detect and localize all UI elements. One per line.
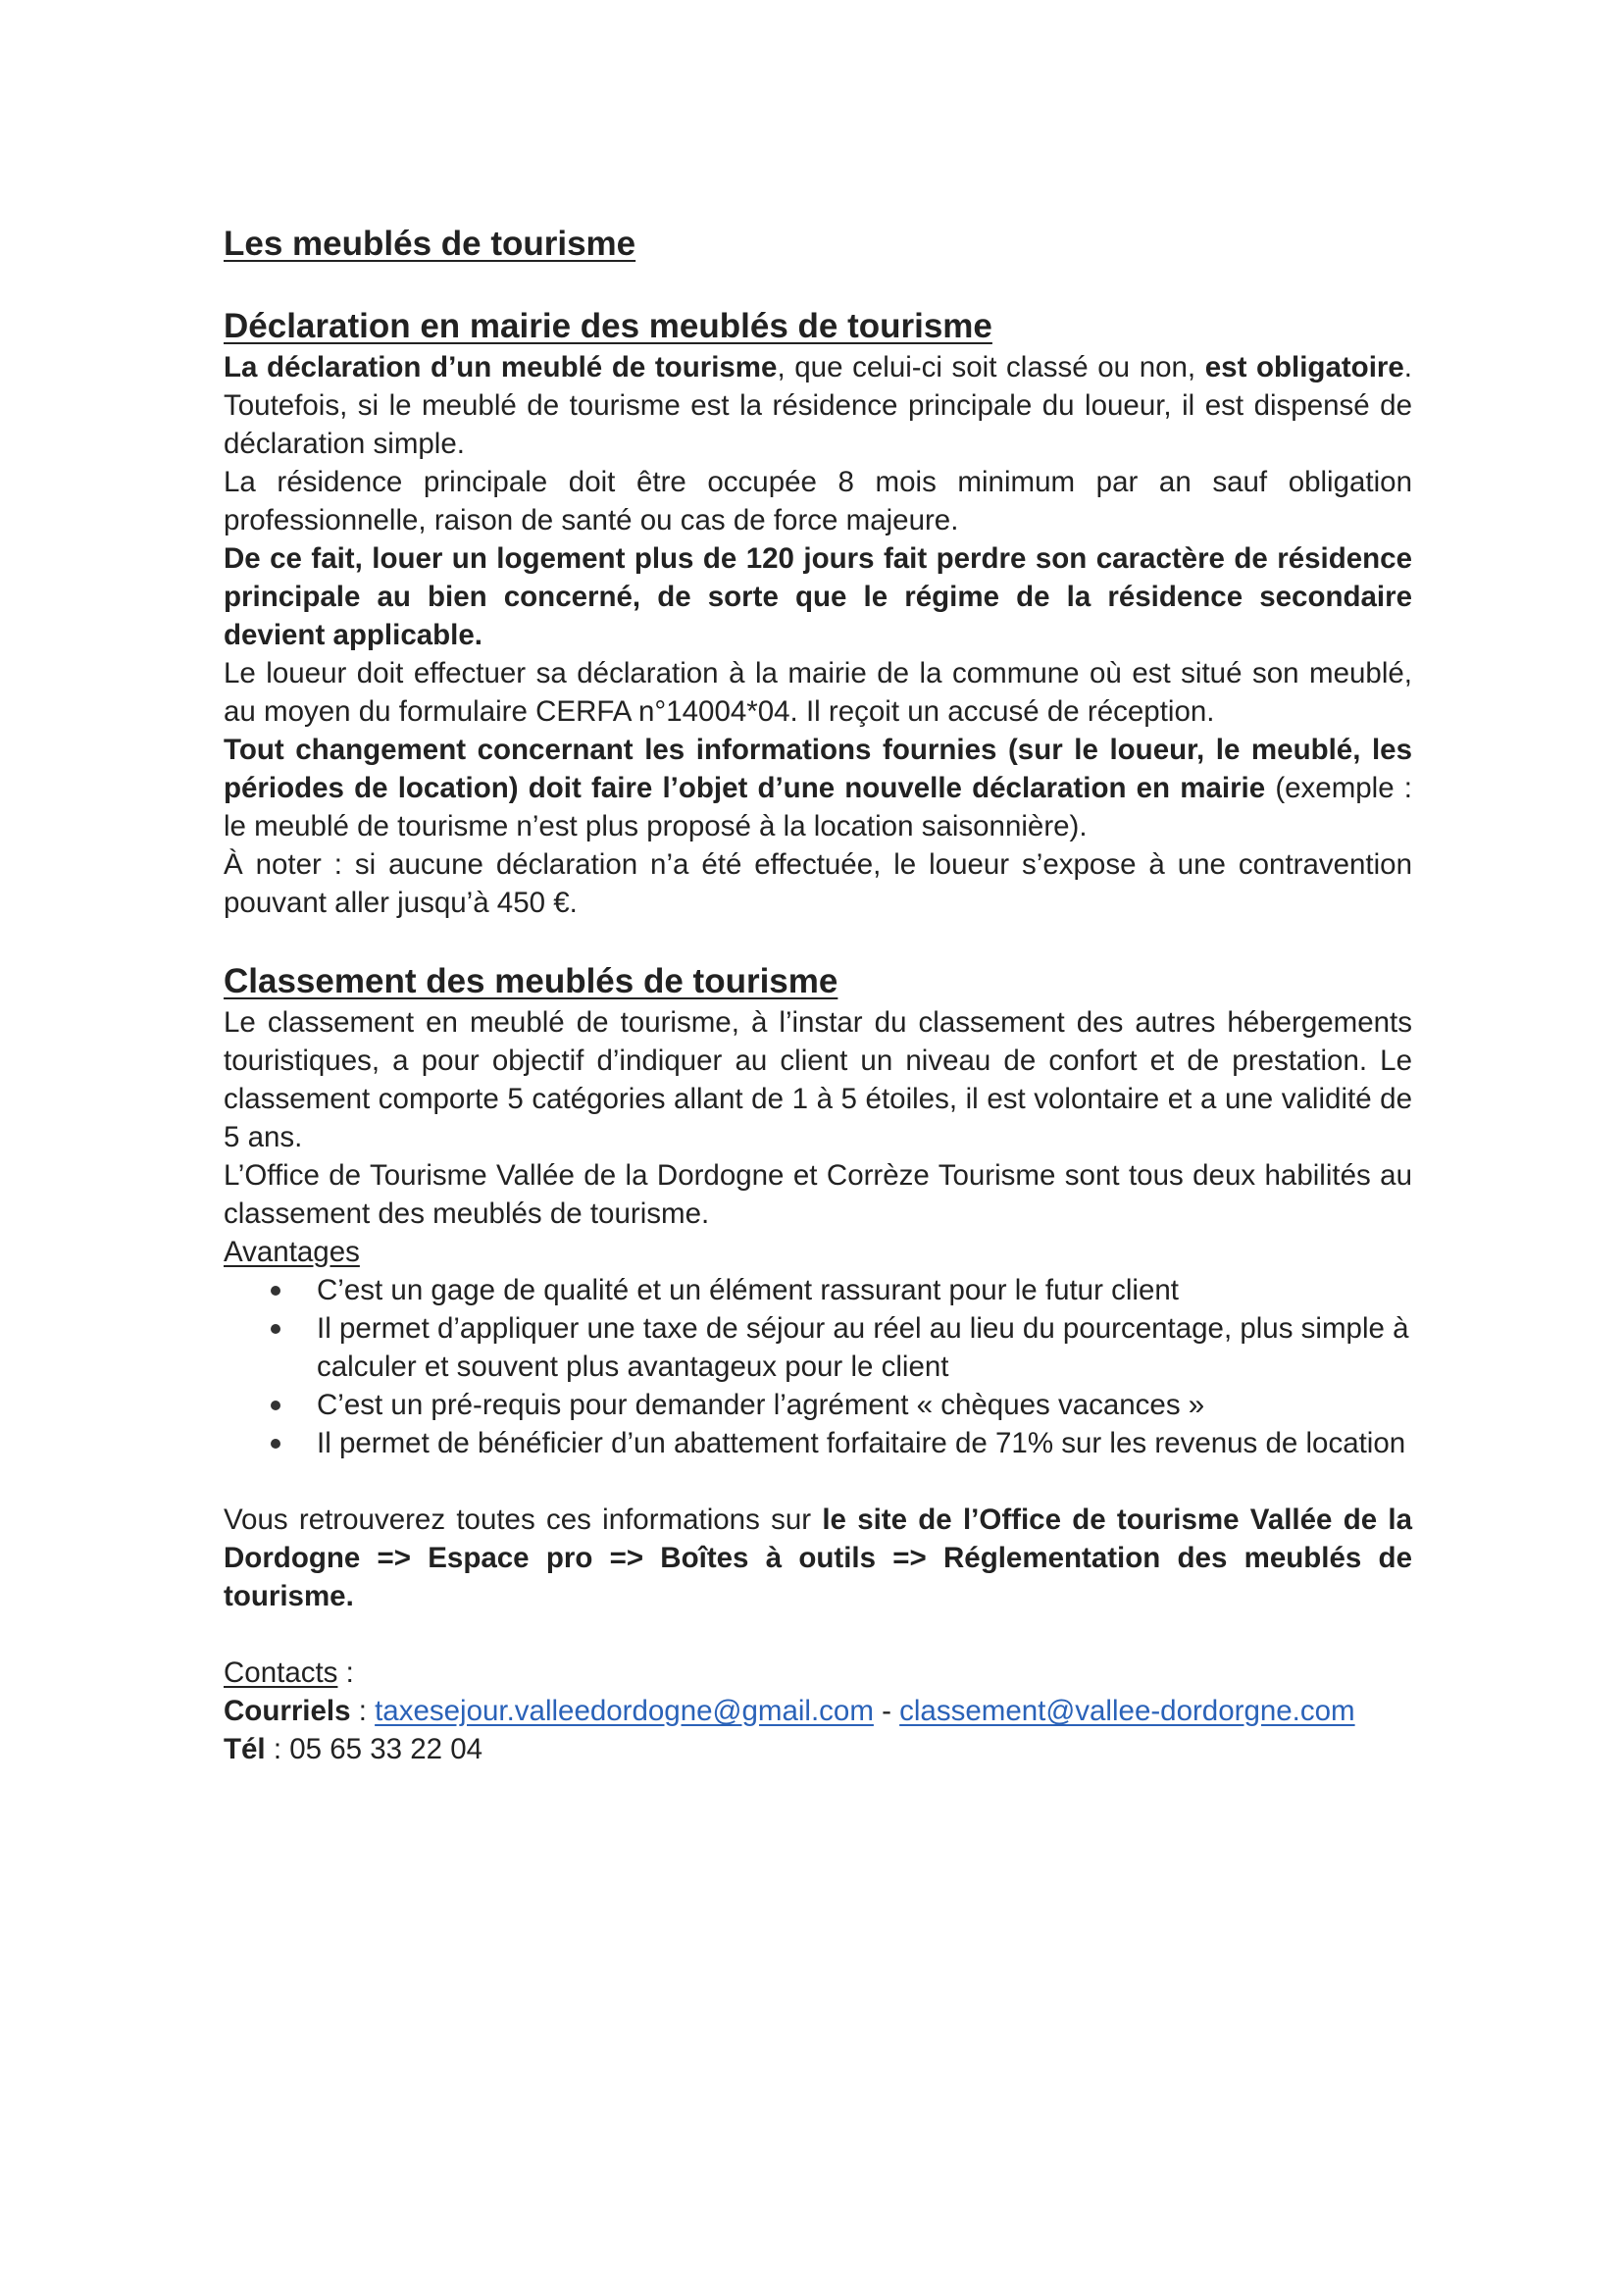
contacts-label: Contacts xyxy=(224,1657,338,1689)
advantages-list xyxy=(224,1271,1412,1462)
declaration-paragraph-3 xyxy=(224,539,1412,654)
document-page xyxy=(224,221,1412,1768)
list-item xyxy=(317,1309,1412,1386)
emails-separator: : xyxy=(350,1695,376,1727)
list-item xyxy=(317,1386,1412,1424)
info-paragraph xyxy=(224,1501,1412,1615)
classement-paragraph-2: L’Office de Tourisme Vallée de la Dordogne et Corrèze Tourisme sont tous deux habilités au classement des meublés de tourisme. xyxy=(224,1159,1412,1230)
email-link-classement[interactable]: classement@vallee-dordorgne.com xyxy=(899,1695,1355,1727)
phone-label: Tél xyxy=(224,1733,266,1765)
contacts-block xyxy=(224,1654,1412,1768)
declaration-paragraph-5 xyxy=(224,731,1412,845)
list-item-text: Il permet de bénéficier d’un abattement forfaitaire de 71% sur les revenus de location xyxy=(317,1427,1406,1459)
declaration-text: , que celui-ci soit classé ou non, xyxy=(777,351,1205,383)
contacts-label-suffix: : xyxy=(337,1657,354,1689)
emails-label: Courriels xyxy=(224,1695,351,1727)
declaration-120-days-text: De ce fait, louer un logement plus de 120 jours fait perdre son caractère de résidence principale au bien concerné, de sorte que le régime de la résidence secondaire devient applicable. xyxy=(224,542,1412,651)
bullet-icon xyxy=(271,1324,280,1334)
list-item-text: C’est un gage de qualité et un élément rassurant pour le futur client xyxy=(317,1274,1179,1306)
info-site-path: le site de l’Office de tourisme Vallée de la Dordogne => Espace pro => Boîtes à outils => Réglementation des meublés de tourisme. xyxy=(224,1504,1412,1612)
declaration-paragraph-4: Le loueur doit effectuer sa déclaration à la mairie de la commune où est situé son meublé, au moyen du formulaire CERFA n°14004*04. Il reçoit un accusé de réception. xyxy=(224,657,1412,728)
email-link-taxe-sejour[interactable]: taxesejour.valleedordogne@gmail.com xyxy=(375,1695,874,1727)
list-item xyxy=(317,1271,1412,1309)
declaration-paragraph-1 xyxy=(224,348,1412,463)
phone-line xyxy=(224,1730,1412,1768)
list-item-text: C’est un pré-requis pour demander l’agrément « chèques vacances » xyxy=(317,1389,1205,1421)
classement-section xyxy=(224,960,1412,1462)
declaration-paragraph-2: La résidence principale doit être occupée 8 mois minimum par an sauf obligation professionnelle, raison de santé ou cas de force majeure. xyxy=(224,466,1412,536)
declaration-bold-text: La déclaration d’un meublé de tourisme xyxy=(224,351,778,383)
contacts-heading-line xyxy=(224,1654,1412,1692)
page-title: Les meublés de tourisme xyxy=(224,225,636,263)
phone-separator: : xyxy=(265,1733,290,1765)
declaration-change-text: Tout changement concernant les informations fournies (sur le loueur, le meublé, les périodes de location) doit faire l’objet d’une nouvelle déclaration en mairie xyxy=(224,734,1412,804)
declaration-paragraph-6: À noter : si aucune déclaration n’a été effectuée, le loueur s’expose à une contravention pouvant aller jusqu’à 450 €. xyxy=(224,848,1412,919)
declaration-heading: Déclaration en mairie des meublés de tourisme xyxy=(224,307,992,345)
bullet-icon xyxy=(271,1286,280,1296)
declaration-example-text: (exemple : le meublé de tourisme n’est plus proposé à la location saisonnière). xyxy=(224,772,1412,842)
bullet-icon xyxy=(271,1439,280,1449)
advantages-heading: Avantages xyxy=(224,1236,360,1268)
classement-heading: Classement des meublés de tourisme xyxy=(224,962,838,1000)
declaration-section xyxy=(224,305,1412,922)
declaration-exemption-text: . Toutefois, si le meublé de tourisme est la résidence principale du loueur, il est dispensé de déclaration simple. xyxy=(224,351,1412,460)
bullet-icon xyxy=(271,1401,280,1410)
info-text: Vous retrouverez toutes ces informations sur xyxy=(224,1504,823,1536)
list-item-text: Il permet d’appliquer une taxe de séjour au réel au lieu du pourcentage, plus simple à calculer et souvent plus avantageux pour le client xyxy=(317,1312,1409,1383)
classement-paragraph-1: Le classement en meublé de tourisme, à l’instar du classement des autres hébergements touristiques, a pour objectif d’indiquer au client un niveau de confort et de prestation. Le classement comporte 5 catégories allant de 1 à 5 étoiles, il est volontaire et a une validité de 5 ans. xyxy=(224,1006,1412,1153)
declaration-mandatory-text: est obligatoire xyxy=(1204,351,1404,383)
emails-line xyxy=(224,1692,1412,1730)
list-item xyxy=(317,1424,1412,1462)
phone-number: 05 65 33 22 04 xyxy=(289,1733,483,1765)
email-separator: - xyxy=(873,1695,900,1727)
